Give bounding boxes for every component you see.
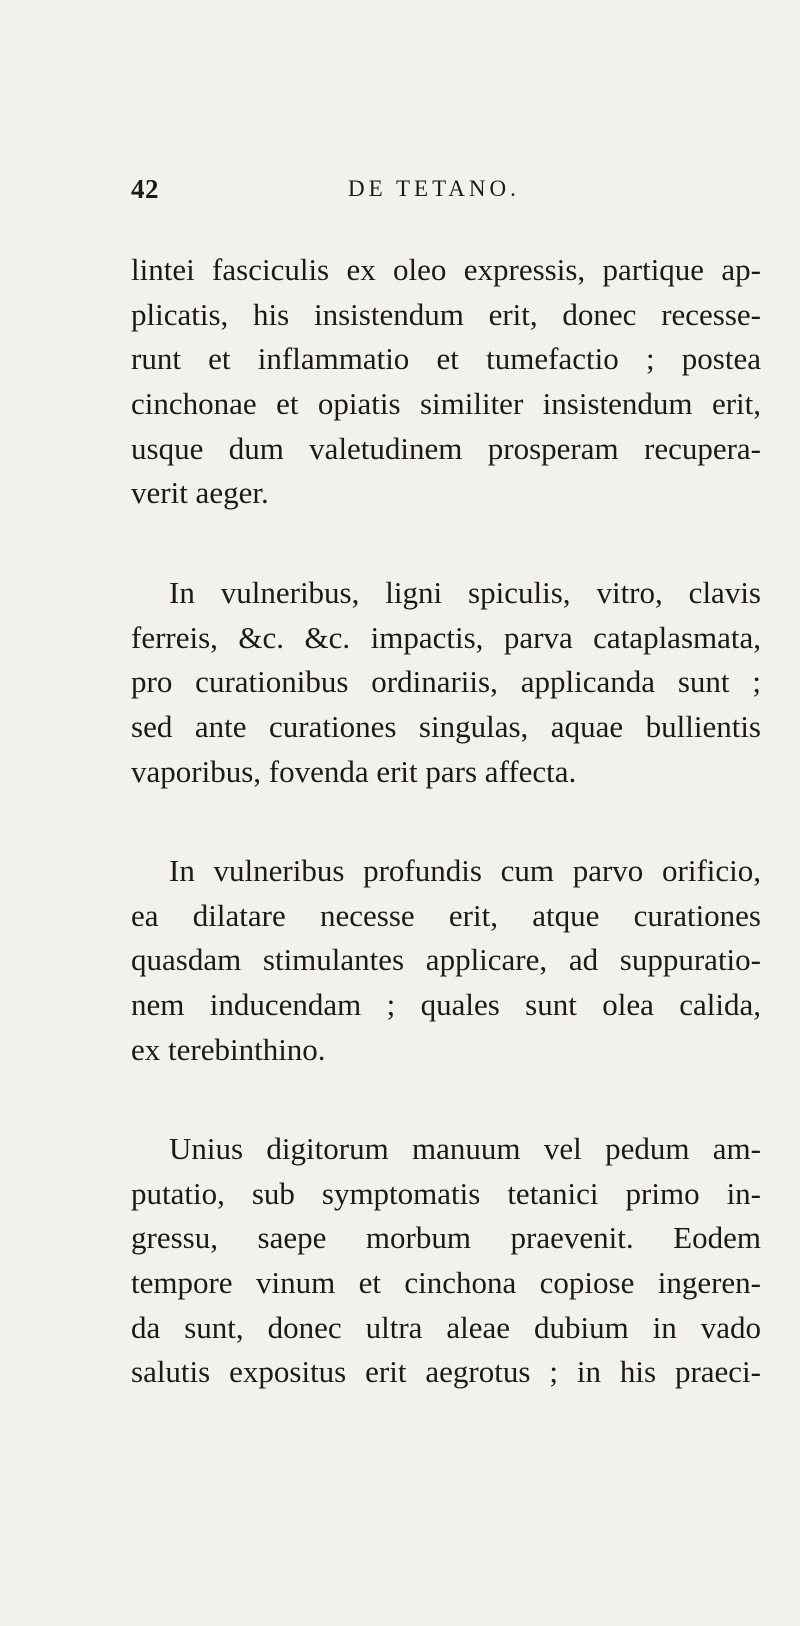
text-line: salutis expositus erit aegrotus ; in his praeci- xyxy=(131,1354,761,1390)
text-line: usque dum valetudinem prosperam recupera- xyxy=(131,430,761,466)
text-line: gressu, saepe morbum praevenit. Eodem xyxy=(131,1220,761,1256)
page-number: 42 xyxy=(131,174,159,204)
text-line: In vulneribus profundis cum parvo orificio, xyxy=(169,853,761,888)
page-header xyxy=(131,174,691,214)
text-line: da sunt, donec ultra aleae dubium in vado xyxy=(131,1309,761,1345)
text-line: ea dilatare necesse erit, atque curationes xyxy=(131,897,761,933)
paragraph-3 xyxy=(131,849,761,1072)
text-line: tempore vinum et cinchona copiose ingeren- xyxy=(131,1265,761,1301)
text-line: quasdam stimulantes applicare, ad suppuratio- xyxy=(131,942,761,978)
text-line: ex terebinthino. xyxy=(131,1031,326,1067)
paragraph-1 xyxy=(131,248,761,516)
text-line: sed ante curationes singulas, aquae bullientis xyxy=(131,709,761,745)
text-line: Unius digitorum manuum vel pedum am- xyxy=(169,1131,761,1166)
paragraph-4 xyxy=(131,1127,761,1395)
text-line: lintei fasciculis ex oleo expressis, partique ap- xyxy=(131,252,761,287)
running-title: DE TETANO. xyxy=(348,176,520,201)
text-line: plicatis, his insistendum erit, donec recesse- xyxy=(131,296,761,332)
paragraph-2 xyxy=(131,571,761,794)
text-line: verit aeger. xyxy=(131,475,269,511)
text-line: In vulneribus, ligni spiculis, vitro, clavis xyxy=(169,575,761,610)
text-line: cinchonae et opiatis similiter insistendum erit, xyxy=(131,386,761,422)
text-line: putatio, sub symptomatis tetanici primo in- xyxy=(131,1175,761,1211)
text-line: vaporibus, fovenda erit pars affecta. xyxy=(131,753,577,789)
text-line: ferreis, &c. &c. impactis, parva cataplasmata, xyxy=(131,619,761,655)
text-line: pro curationibus ordinariis, applicanda sunt ; xyxy=(131,664,761,700)
text-line: runt et inflammatio et tumefactio ; postea xyxy=(131,341,761,377)
text-line: nem inducendam ; quales sunt olea calida, xyxy=(131,987,761,1023)
